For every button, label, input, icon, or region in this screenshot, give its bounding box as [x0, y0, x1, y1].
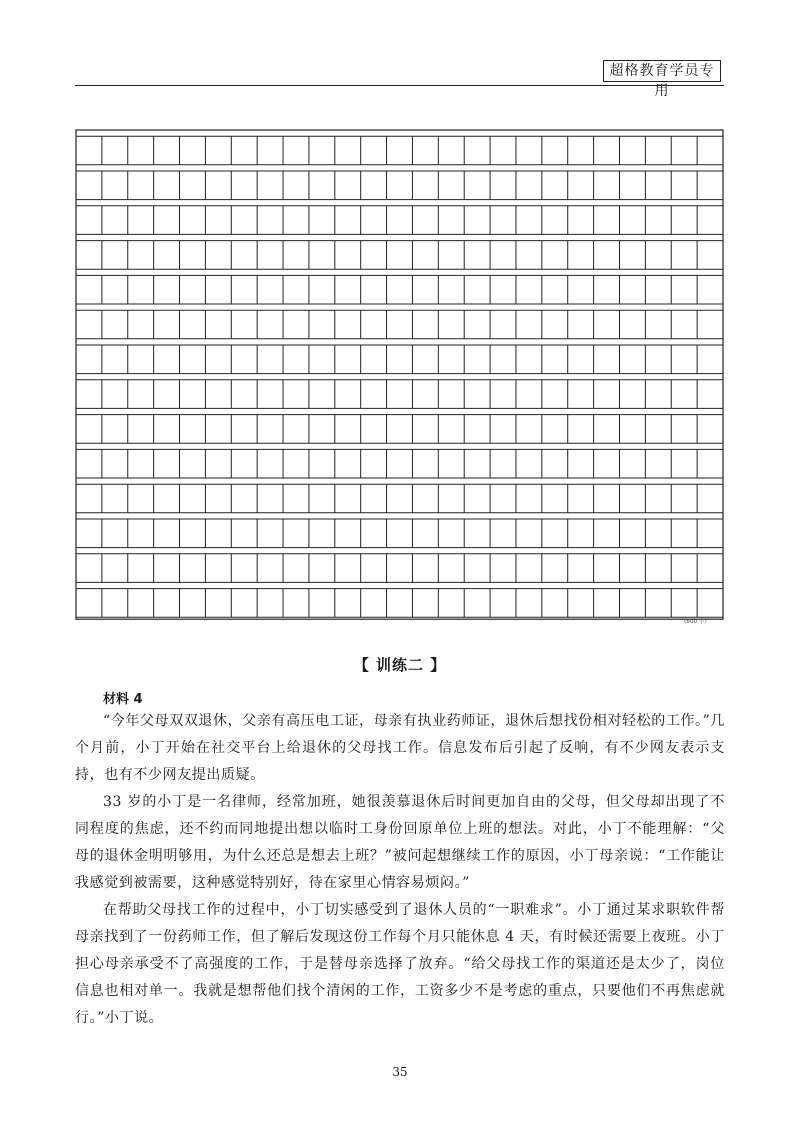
- word-count-label: （500 字）: [681, 619, 710, 625]
- page-number: 35: [392, 1065, 408, 1079]
- grid-border: [76, 130, 723, 619]
- paragraph: 在帮助父母找工作的过程中，小丁切实感受到了退休人员的“一职难求”。小丁通过某求职软件帮母亲找到了一份药师工作，但了解后发现这份工作每个月只能休息 4 天，有时候还需要上夜班。小丁担心母亲承受不了高强度的工作，于是替母亲选择了放弃。“给父母找工作的渠道还是太少了，岗位信息也相对单一。我就是想帮他们找个清闲的工作，工资多少不是考虑的重点，只要他们不再焦虑就行。”小丁说。: [75, 902, 725, 1026]
- material-label: 材料 4: [103, 692, 143, 707]
- paragraph: “今年父母双双退休，父亲有高压电工证，母亲有执业药师证，退休后想找份相对轻松的工作。”几个月前，小丁开始在社交平台上给退休的父母找工作。信息发布后引起了反响，有不少网友表示支持，也有不少网友提出质疑。: [75, 713, 725, 783]
- brand-label: 超格教育学员专用: [603, 60, 721, 82]
- paragraph: 33 岁的小丁是一名律师，经常加班，她很羡慕退休后时间更加自由的父母，但父母却出现了不同程度的焦虑，还不约而同地提出想以临时工身份回原单位上班的想法。对此，小丁不能理解：“父母的退休金明明够用，为什么还总是想去上班？”被问起想继续工作的原因，小丁母亲说：“工作能让我感觉到被需要，这种感觉特别好，待在家里心情容易烦闷。”: [75, 794, 725, 891]
- material-body: [75, 708, 725, 1032]
- section-title: 【 训练二 】: [353, 656, 447, 674]
